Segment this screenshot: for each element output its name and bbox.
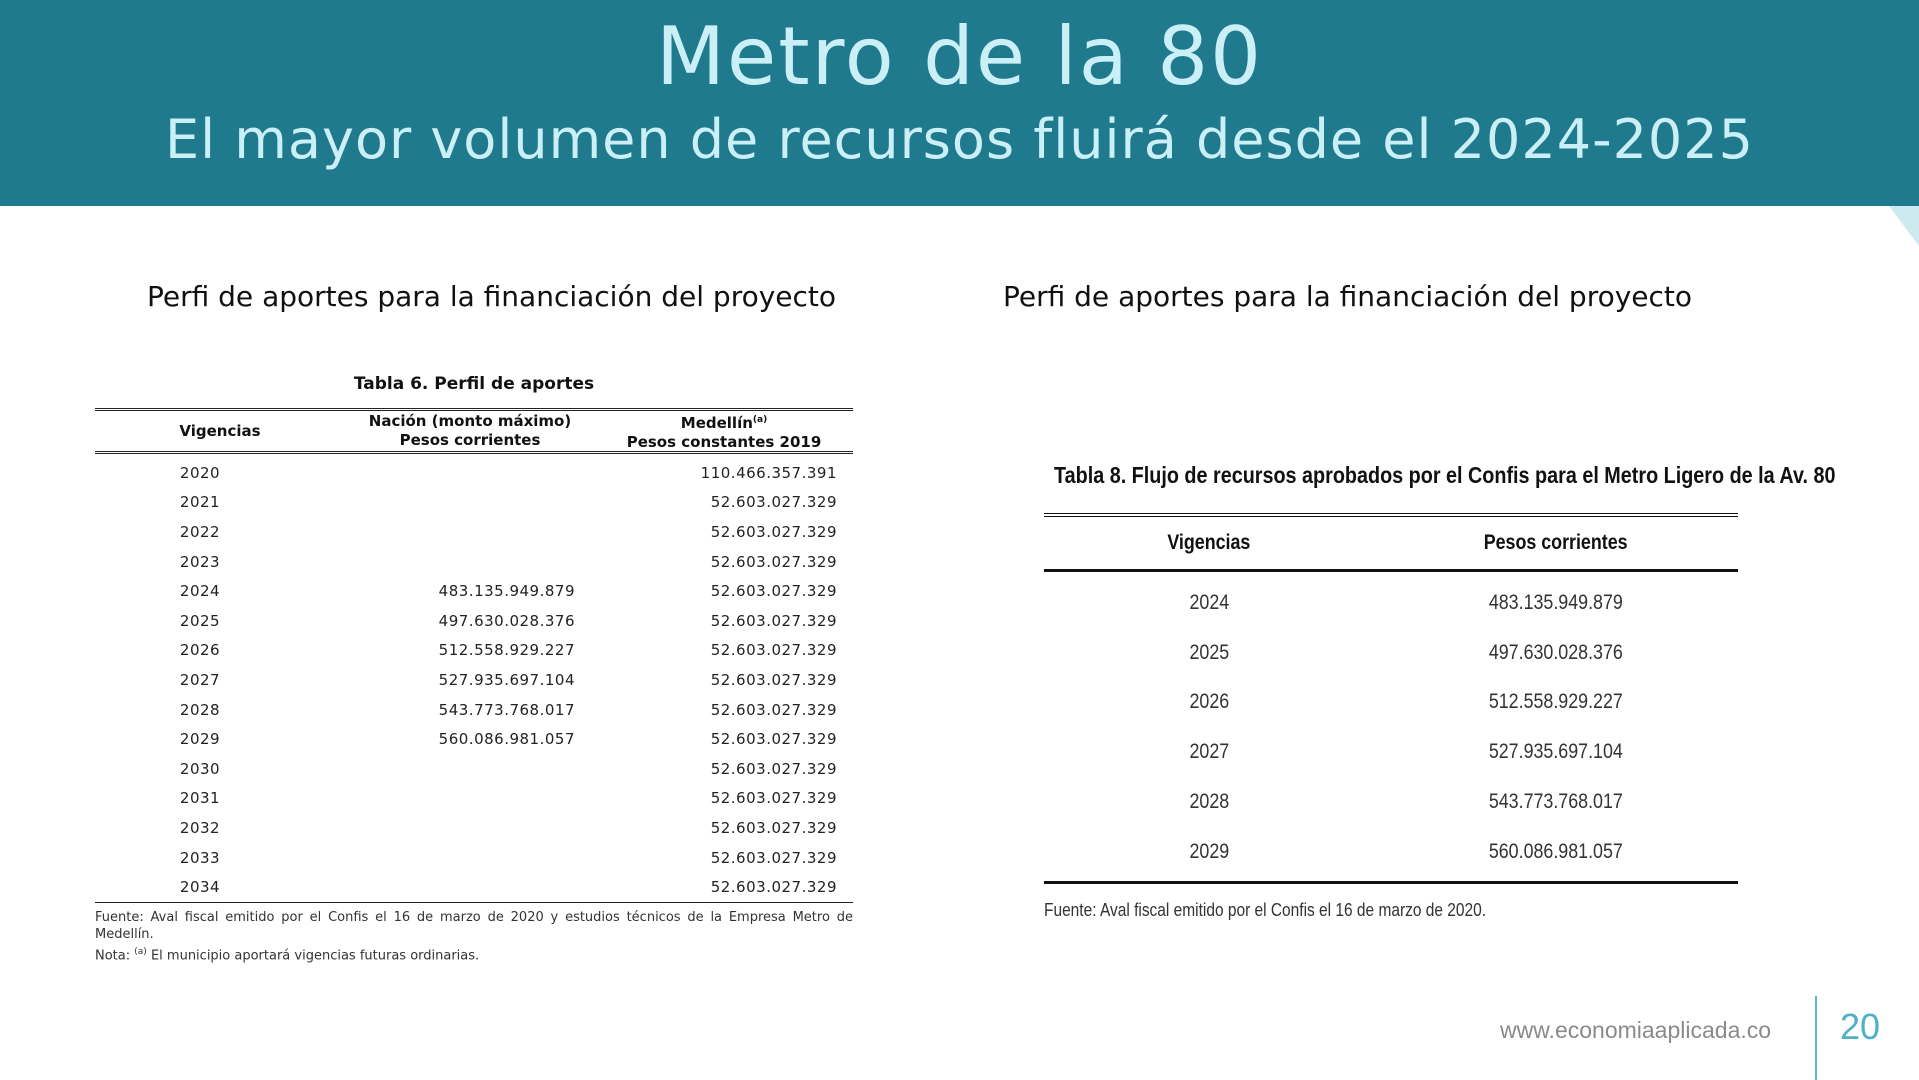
table-8-body	[1044, 572, 1738, 881]
table-cell: 2026	[179, 641, 221, 660]
column-header-pesos	[1374, 531, 1738, 555]
page-number: 20	[1840, 1006, 1881, 1047]
caption-right: Perfi de aportes para la financiación del proyecto	[1003, 280, 1693, 313]
table-row	[95, 488, 853, 518]
table-cell: 52.603.027.329	[710, 522, 837, 541]
table-cell: 2034	[179, 878, 221, 897]
table-cell-text: 2027	[1189, 740, 1229, 764]
table-cell: 560.086.981.057	[438, 730, 575, 749]
table-row	[1044, 777, 1738, 827]
note-prefix: Nota:	[95, 948, 131, 964]
table-cell	[1044, 790, 1374, 814]
table-cell: 52.603.027.329	[710, 611, 837, 630]
table-6-body	[95, 454, 853, 902]
table-cell: 2023	[179, 552, 221, 571]
column-header-text: Medellín	[680, 413, 753, 432]
table-cell: 52.603.027.329	[710, 818, 837, 837]
table-cell-text: 512.558.929.227	[1488, 690, 1624, 714]
table-cell	[1374, 690, 1738, 714]
table-cell-text: 527.935.697.104	[1488, 740, 1624, 764]
column-header-vigencias: Vigencias	[179, 422, 261, 440]
table-cell: 2021	[179, 493, 221, 512]
column-header-text: Vigencias	[1167, 531, 1251, 554]
table-cell: 110.466.357.391	[700, 463, 837, 482]
table-row	[1044, 678, 1738, 728]
table-row	[95, 695, 853, 725]
table-row	[95, 636, 853, 666]
table-cell: 543.773.768.017	[438, 700, 575, 719]
table-row	[95, 576, 853, 606]
header-banner	[0, 0, 1919, 206]
table-cell: 2033	[179, 848, 221, 867]
table-cell	[1374, 790, 1738, 814]
table-row	[1044, 827, 1738, 877]
table-rule	[95, 902, 853, 903]
table-cell	[1374, 591, 1738, 615]
footer-url[interactable]: www.economiaaplicada.co	[1500, 1017, 1772, 1043]
table-6-header	[95, 411, 853, 451]
table-cell: 52.603.027.329	[710, 848, 837, 867]
table-8-title: Tabla 8. Flujo de recursos aprobados por el Confis para el Metro Ligero de la Av. 80	[1054, 462, 1836, 488]
corner-decoration	[1889, 206, 1919, 246]
table-cell: 2027	[179, 670, 221, 689]
column-header-nacion	[345, 412, 595, 450]
table-cell: 52.603.027.329	[710, 878, 837, 897]
slide-subtitle: El mayor volumen de recursos fluirá desde el 2024-2025	[165, 108, 1754, 171]
table-cell: 2030	[179, 759, 221, 778]
table-cell	[1044, 690, 1374, 714]
table-cell-text: 497.630.028.376	[1488, 640, 1624, 664]
table-row	[1044, 628, 1738, 678]
table-cell: 52.603.027.329	[710, 582, 837, 601]
table-cell: 2029	[179, 730, 221, 749]
table-cell-text: 483.135.949.879	[1488, 590, 1624, 614]
table-cell	[1044, 840, 1374, 864]
table-cell-text: 2026	[1189, 690, 1229, 714]
table-cell: 52.603.027.329	[710, 641, 837, 660]
table-cell	[1374, 740, 1738, 764]
caption-left: Perfi de aportes para la financiación del proyecto	[147, 280, 837, 313]
table-cell: 2031	[179, 789, 221, 808]
table-row	[1044, 578, 1738, 628]
table-cell: 52.603.027.329	[710, 552, 837, 571]
superscript: (a)	[134, 946, 147, 957]
table-cell-text: 2029	[1189, 839, 1229, 863]
column-header-line: Nación (monto máximo)	[368, 412, 572, 430]
table-cell: 527.935.697.104	[438, 670, 575, 689]
table-cell	[1044, 641, 1374, 665]
table-cell: 52.603.027.329	[710, 730, 837, 749]
table-cell: 2022	[179, 522, 221, 541]
table-cell: 2020	[179, 463, 221, 482]
column-header-line: Pesos corrientes	[399, 431, 541, 449]
column-header-medellin	[595, 411, 853, 452]
table-row	[95, 606, 853, 636]
table-row	[95, 754, 853, 784]
table-cell	[1044, 740, 1374, 764]
table-cell: 2032	[179, 818, 221, 837]
column-header-text: Pesos corrientes	[1484, 531, 1628, 554]
table-cell: 2025	[179, 611, 221, 630]
table-row	[95, 458, 853, 488]
table-8	[1044, 462, 1836, 921]
table-row	[95, 547, 853, 577]
table-cell-text: 2025	[1189, 640, 1229, 664]
table-row	[95, 517, 853, 547]
table-8-header	[1044, 517, 1738, 569]
table-row	[95, 784, 853, 814]
table-cell	[1374, 840, 1738, 864]
table-cell: 52.603.027.329	[710, 759, 837, 778]
table-row	[95, 665, 853, 695]
table-row	[95, 813, 853, 843]
table-row	[95, 872, 853, 902]
table-cell: 2028	[179, 700, 221, 719]
table-6-source: Fuente: Aval fiscal emitido por el Confis el 16 de marzo de 2020 y estudios técnicos de la Empresa Metro de Medellín.	[95, 909, 853, 942]
footer-divider	[1815, 996, 1817, 1080]
table-cell-text: 560.086.981.057	[1488, 839, 1624, 863]
table-cell	[1044, 591, 1374, 615]
column-header-line: Pesos constantes 2019	[626, 432, 822, 451]
table-cell: 52.603.027.329	[710, 700, 837, 719]
table-rule	[1044, 881, 1738, 884]
note-text: El municipio aportará vigencias futuras ordinarias.	[150, 948, 480, 964]
table-row	[95, 724, 853, 754]
table-cell-text: 2028	[1189, 790, 1229, 814]
table-cell: 2024	[179, 582, 221, 601]
slide-title: Metro de la 80	[655, 10, 1264, 103]
superscript: (a)	[752, 414, 768, 425]
table-row	[1044, 727, 1738, 777]
table-6-note	[95, 947, 853, 963]
table-6	[95, 374, 853, 963]
column-header-line	[595, 411, 853, 433]
table-8-source: Fuente: Aval fiscal emitido por el Confis el 16 de marzo de 2020.	[1044, 899, 1487, 920]
table-cell: 52.603.027.329	[710, 493, 837, 512]
table-cell: 483.135.949.879	[438, 582, 575, 601]
column-header-vigencias	[1044, 531, 1374, 555]
table-cell: 52.603.027.329	[710, 789, 837, 808]
table-cell-text: 543.773.768.017	[1488, 790, 1624, 814]
table-cell: 497.630.028.376	[438, 611, 575, 630]
table-row	[95, 843, 853, 873]
table-cell	[1374, 641, 1738, 665]
table-6-title: Tabla 6. Perfil de aportes	[353, 374, 595, 394]
table-cell: 52.603.027.329	[710, 670, 837, 689]
table-cell: 512.558.929.227	[438, 641, 575, 660]
table-cell-text: 2024	[1189, 590, 1229, 614]
